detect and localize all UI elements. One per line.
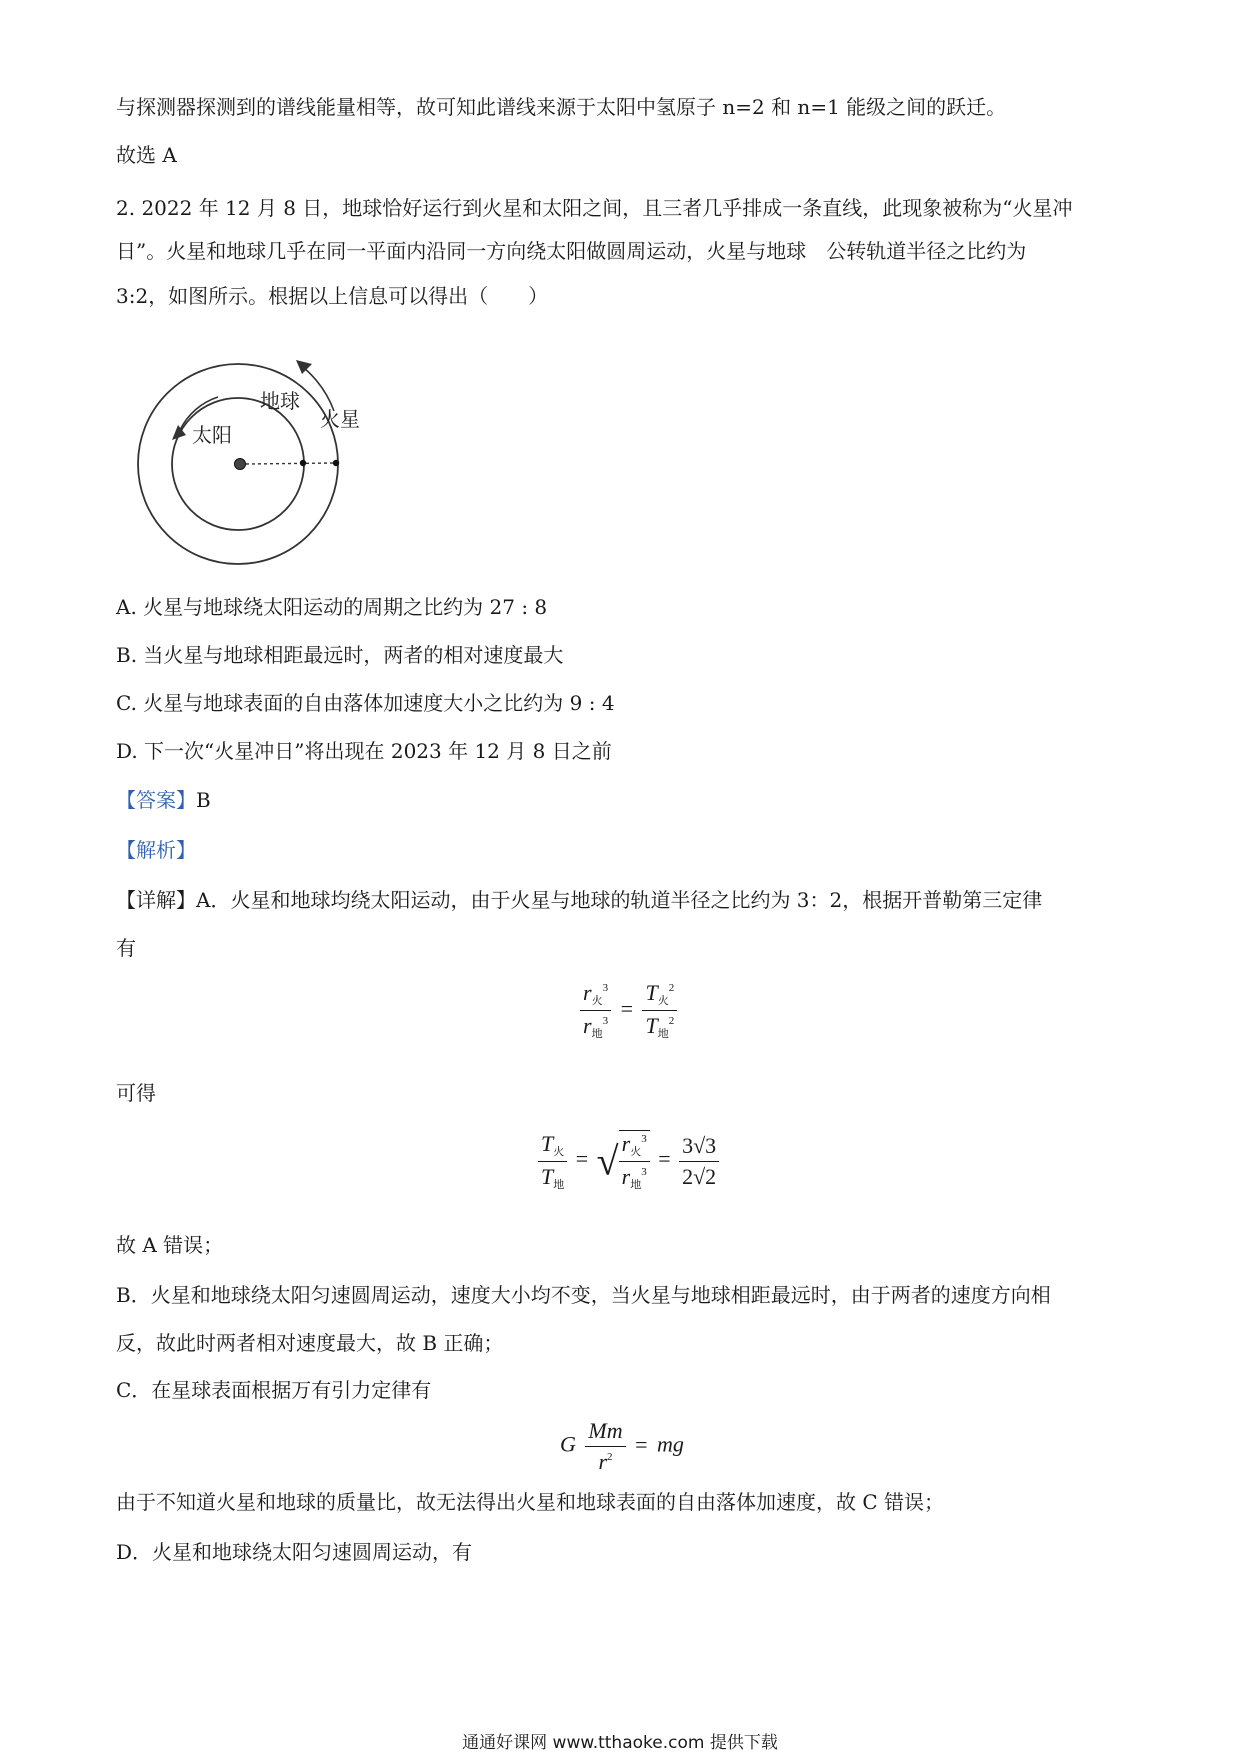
r-symbol: r: [621, 1164, 631, 1189]
question-2-line-1: 2. 2022 年 12 月 8 日，地球恰好运行到火星和太阳之间，且三者几乎排成一条直线，此现象被称为“火星冲: [116, 196, 1073, 220]
detail-line-2: 有: [116, 936, 136, 960]
cube-exponent: 3: [602, 982, 609, 994]
equals-sign: =: [620, 995, 633, 1021]
mars-subscript: 火: [553, 1145, 565, 1158]
result-numerator: 3√3: [679, 1133, 719, 1162]
radius-cube-fraction: [619, 1130, 650, 1192]
r-symbol: r: [598, 1449, 608, 1474]
cube-exponent: 3: [641, 1133, 647, 1145]
sqrt-sign: √: [596, 1138, 619, 1184]
mars-dot: [333, 460, 339, 466]
result-fraction: [679, 1133, 719, 1190]
answer-line: [116, 785, 211, 815]
option-b: B. 当火星与地球相距最远时，两者的相对速度最大: [116, 643, 564, 667]
intro-line: 与探测器探测到的谱线能量相等，故可知此谱线来源于太阳中氢原子 n=2 和 n=1 能级之间的跃迁。: [116, 95, 1007, 119]
mars-label: 火星: [320, 407, 360, 431]
equals-sign: =: [635, 1431, 648, 1457]
answer-tag: 【答案】: [116, 788, 196, 812]
cube-exponent: 3: [602, 1015, 609, 1027]
Mm-symbol: Mm: [585, 1418, 625, 1447]
T-symbol: T: [645, 1013, 658, 1038]
question-2-line-2: 日”。火星和地球几乎在同一平面内沿同一方向绕太阳做圆周运动，火星与地球 公转轨道半径之比约为: [116, 239, 1027, 263]
option-a: A. 火星与地球绕太阳运动的周期之比约为 27 : 8: [116, 595, 548, 619]
question-2-line-3: 3:2，如图所示。根据以上信息可以得出（ ）: [116, 284, 549, 308]
square-exponent: 2: [668, 1015, 675, 1027]
period-fraction: [538, 1131, 567, 1192]
period-ratio-equation: [538, 1130, 719, 1192]
option-d: D. 下一次“火星冲日”将出现在 2023 年 12 月 8 日之前: [116, 739, 612, 763]
square-exponent: 2: [668, 982, 675, 994]
detail-line-1: 【详解】A．火星和地球均绕太阳运动，由于火星与地球的轨道半径之比约为 3：2，根据开普勒第三定律: [116, 888, 1043, 912]
earth-subscript: 地: [553, 1178, 565, 1191]
T-symbol: T: [645, 980, 658, 1005]
G-symbol: G: [560, 1431, 576, 1457]
radius-cube-fraction: [580, 980, 611, 1041]
r-symbol: r: [621, 1131, 631, 1156]
earth-subscript: 地: [591, 1028, 603, 1040]
answer-value: B: [196, 788, 211, 812]
kepler-ratio-equation: [580, 980, 677, 1041]
a-wrong-line: 故 A 错误；: [116, 1233, 224, 1257]
mg-symbol: mg: [657, 1431, 684, 1457]
sun-dot: [235, 459, 246, 470]
earth-dot: [300, 460, 306, 466]
d-explanation-line-1: D．火星和地球绕太阳匀速圆周运动，有: [116, 1540, 473, 1564]
analysis-tag: 【解析】: [116, 838, 196, 862]
mars-subscript: 火: [591, 995, 603, 1007]
square-exponent: 2: [607, 1451, 613, 1463]
r-symbol: r: [583, 1013, 592, 1038]
period-square-fraction: [642, 980, 677, 1041]
earth-subscript: 地: [630, 1179, 642, 1191]
sun-mars-line: [246, 463, 336, 464]
gravity-fraction: [585, 1418, 625, 1475]
choose-a-line: 故选 A: [116, 143, 177, 167]
c-explanation-line-1: C．在星球表面根据万有引力定律有: [116, 1378, 432, 1402]
result-denominator: 2√2: [682, 1163, 717, 1189]
earth-label: 地球: [260, 389, 300, 413]
equals-sign: =: [575, 1146, 589, 1172]
T-symbol: T: [541, 1130, 554, 1156]
orbit-diagram: [120, 322, 420, 582]
can-get-line: 可得: [116, 1081, 156, 1105]
mars-subscript: 火: [657, 995, 669, 1007]
earth-subscript: 地: [657, 1028, 669, 1040]
sun-label: 太阳: [192, 423, 232, 447]
b-explanation-line-2: 反，故此时两者相对速度最大，故 B 正确；: [116, 1331, 504, 1355]
equals-sign: =: [658, 1146, 671, 1172]
cube-exponent: 3: [641, 1166, 647, 1178]
b-explanation-line-1: B．火星和地球绕太阳匀速圆周运动，速度大小均不变，当火星与地球相距最远时，由于两者的速度方向相: [116, 1283, 1051, 1307]
mars-subscript: 火: [630, 1146, 642, 1158]
T-symbol: T: [541, 1163, 554, 1189]
c-explanation-line-2: 由于不知道火星和地球的质量比，故无法得出火星和地球表面的自由落体加速度，故 C 错误；: [116, 1490, 945, 1514]
option-c: C. 火星与地球表面的自由落体加速度大小之比约为 9 : 4: [116, 691, 615, 715]
mars-arrow-head: [296, 360, 312, 374]
page-footer: 通通好课网 www.tthaoke.com 提供下载: [462, 1733, 778, 1753]
r-symbol: r: [583, 980, 592, 1005]
gravity-equation: [560, 1418, 684, 1475]
